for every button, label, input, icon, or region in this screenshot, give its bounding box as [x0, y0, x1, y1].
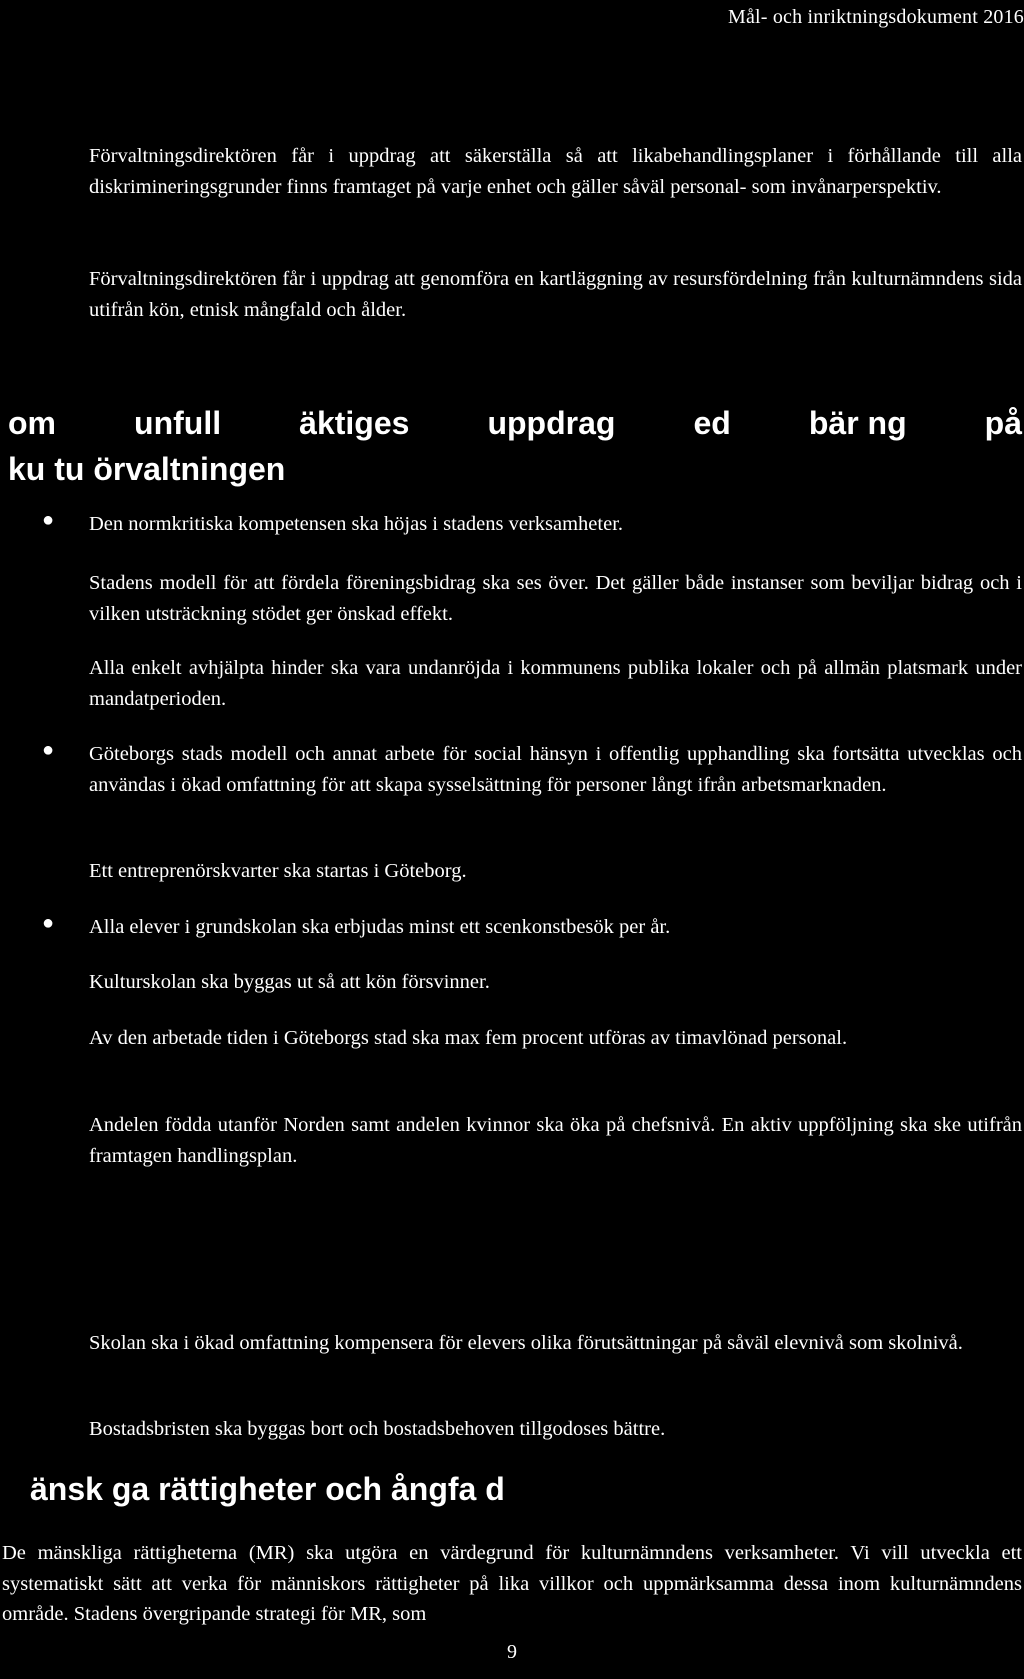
mandates-heading-line-1 [8, 400, 1022, 446]
bullet-icon: ● [41, 912, 55, 934]
mandates-heading-line-2: ku tu örvaltningen [8, 451, 286, 487]
mandate-item: Stadens modell för att fördela föreningsbidrag ska ses över. Det gäller både instanser som beviljar bidrag och i vilken utsträckning stödet ger önskad effekt. [89, 572, 1022, 625]
heading-word: unfull [134, 405, 222, 441]
mandate-item: Av den arbetade tiden i Göteborgs stad ska max fem procent utföras av timavlönad personal. [89, 1027, 848, 1049]
mandate-item: Alla enkelt avhjälpta hinder ska vara undanröjda i kommunens publika lokaler och på allmän platsmark under mandatperioden. [89, 657, 1022, 710]
heading-word: ed [693, 405, 731, 441]
mandate-item: Skolan ska i ökad omfattning kompensera för elevers olika förutsättningar på såväl elevnivå som skolnivå. [89, 1332, 963, 1354]
rights-paragraph: De mänskliga rättigheterna (MR) ska utgöra en värdegrund för kulturnämndens verksamheter. Vi vill utveckla ett systematiskt sätt att verka för människors rättigheter på lika villkor och uppmärksamma dessa inom kulturnämndens område. Stadens övergripande strategi för MR, som [2, 1542, 1022, 1625]
page-header: Mål- och inriktningsdokument 2016 [727, 6, 1024, 28]
mandate-item: Den normkritiska kompetensen ska höjas i stadens verksamheter. [89, 513, 624, 535]
bullet-icon: ● [41, 509, 55, 531]
heading-word: om [8, 405, 56, 441]
mandate-item: Ett entreprenörskvarter ska startas i Göteborg. [89, 860, 467, 882]
page-number: 9 [507, 1641, 517, 1663]
intro-paragraph-2: Förvaltningsdirektören får i uppdrag att genomföra en kartläggning av resursfördelning från kulturnämndens sida utifrån kön, etnisk mångfald och ålder. [89, 268, 1022, 321]
heading-word: på [984, 405, 1022, 441]
mandates-heading [8, 400, 1022, 492]
heading-word: äktiges [299, 405, 410, 441]
heading-word: uppdrag [487, 405, 616, 441]
intro-paragraph-1: Förvaltningsdirektören får i uppdrag att säkerställa så att likabehandlingsplaner i förhållande till alla diskrimineringsgrunder finns framtaget på varje enhet och gäller såväl personal- som invånarperspektiv. [89, 145, 1022, 198]
heading-word: bär ng [808, 405, 907, 441]
mandate-item: Alla elever i grundskolan ska erbjudas minst ett scenkonstbesök per år. [89, 916, 671, 938]
mandate-item: Andelen födda utanför Norden samt andelen kvinnor ska öka på chefsnivå. En aktiv uppföljning ska ske utifrån framtagen handlingsplan. [89, 1114, 1022, 1167]
bullet-icon: ● [41, 739, 55, 761]
mandate-item: Göteborgs stads modell och annat arbete för social hänsyn i offentlig upphandling ska fortsätta utvecklas och användas i ökad omfattning för att skapa sysselsättning för personer långt ifrån arbetsmarknaden. [89, 743, 1022, 796]
rights-heading: änsk ga rättigheter och ångfa d [30, 1471, 505, 1507]
mandate-item: Bostadsbristen ska byggas bort och bostadsbehoven tillgodoses bättre. [89, 1418, 666, 1440]
mandate-item: Kulturskolan ska byggas ut så att kön försvinner. [89, 971, 490, 993]
